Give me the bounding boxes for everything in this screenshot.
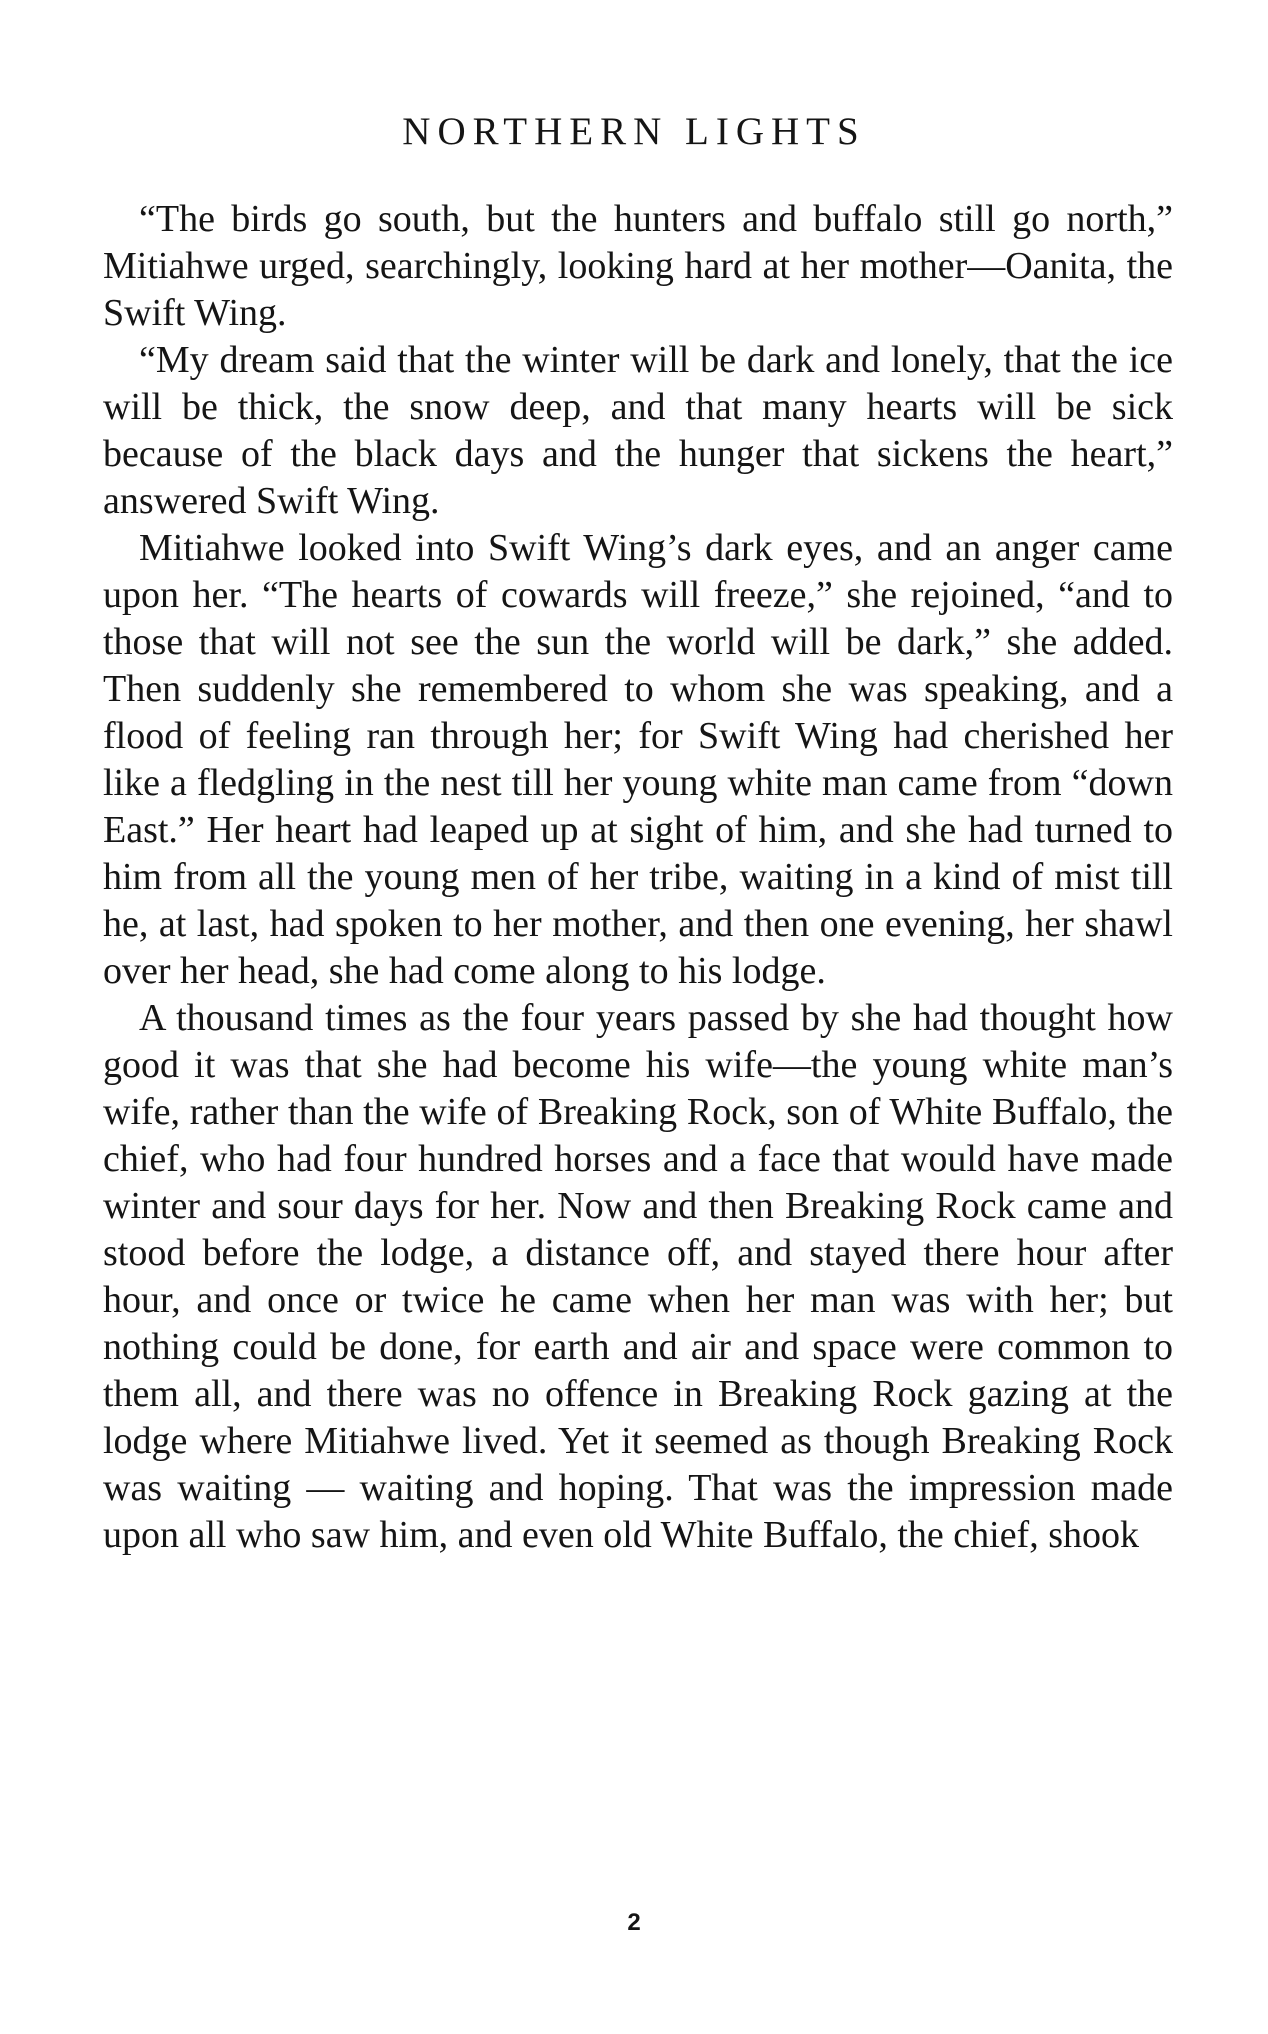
paragraph-1: “The birds go south, but the hunters and buffalo still go north,” Mitiahwe urged, searchingly, looking hard at her mother—Oanita, the Swift Wing.: [103, 198, 1173, 334]
page-number: 2: [627, 1909, 641, 1936]
paragraph-4: A thousand times as the four years passed by she had thought how good it was that she had become his wife—the young white man’s wife, rather than the wife of Breaking Rock, son of White Buffalo, the chief, who had four hundred horses and a face that would have made winter and sour days for her. Now and then Breaking Rock came and stood before the lodge, a distance off, and stayed there hour after hour, and once or twice he came when her man was with her; but nothing could be done, for earth and air and space were common to them all, and there was no offence in Breaking Rock gazing at the lodge where Mitiahwe lived. Yet it seemed as though Breaking Rock was waiting — waiting and hoping. That was the impression made upon all who saw him, and even old White Buffalo, the chief, shook: [103, 997, 1173, 1556]
paragraph-2: “My dream said that the winter will be dark and lonely, that the ice will be thick, the snow deep, and that many hearts will be sick because of the black days and the hunger that sickens the heart,” answered Swift Wing.: [103, 339, 1173, 522]
running-head: NORTHERN LIGHTS: [402, 110, 866, 153]
body-text: [103, 196, 1173, 1559]
paragraph-3: Mitiahwe looked into Swift Wing’s dark eyes, and an anger came upon her. “The hearts of cowards will freeze,” she rejoined, “and to those that will not see the sun the world will be dark,” she added. Then suddenly she remembered to whom she was speaking, and a flood of feeling ran through her; for Swift Wing had cherished her like a fledgling in the nest till her young white man came from “down East.” Her heart had leaped up at sight of him, and she had turned to him from all the young men of her tribe, waiting in a kind of mist till he, at last, had spoken to her mother, and then one evening, her shawl over her head, she had come along to his lodge.: [103, 527, 1173, 992]
